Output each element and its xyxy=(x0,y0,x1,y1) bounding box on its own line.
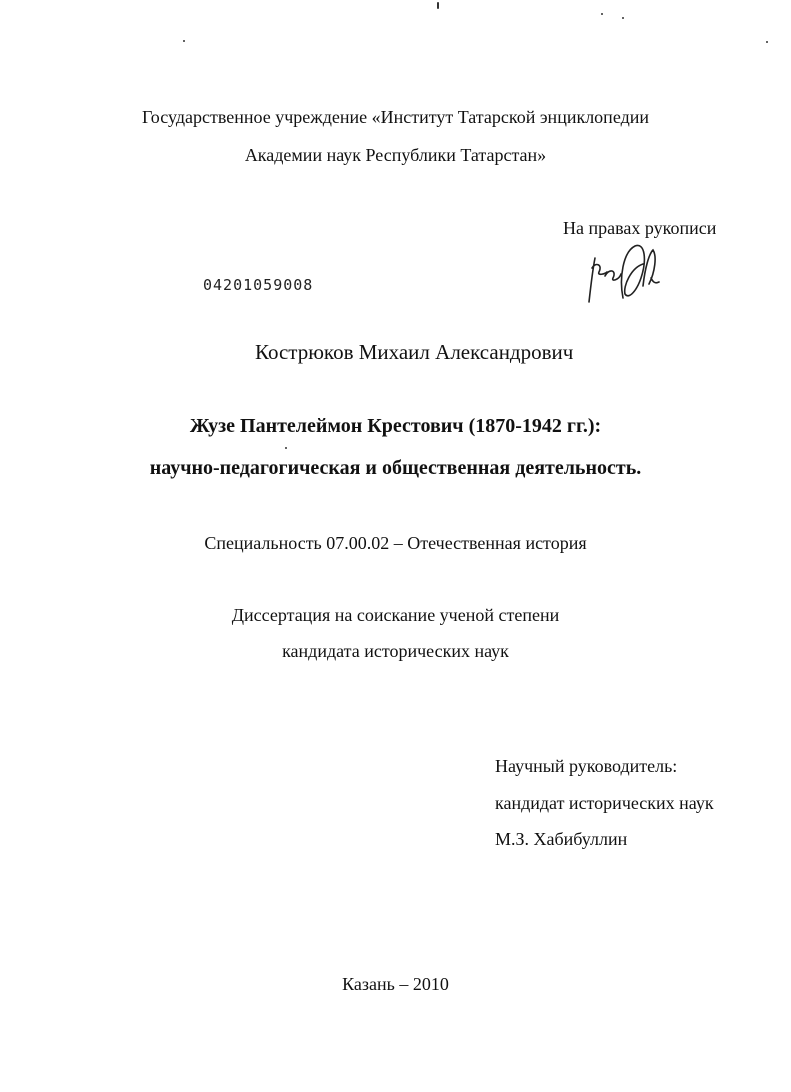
scan-speck xyxy=(601,13,603,15)
manuscript-note: На правах рукописи xyxy=(563,218,717,238)
scan-speck xyxy=(183,40,185,42)
author-name: Кострюков Михаил Александрович xyxy=(255,340,574,364)
degree-line-1: Диссертация на соискание ученой степени xyxy=(231,605,560,625)
specialty: Специальность 07.00.02 – Отечественная история xyxy=(204,533,587,553)
scan-speck xyxy=(285,447,287,449)
supervisor-name: М.З. Хабибуллин xyxy=(495,829,628,849)
dissertation-title-line-2: научно-педагогическая и общественная деятельность. xyxy=(149,457,642,479)
handwritten-signature xyxy=(583,238,661,304)
document-code: 04201059008 xyxy=(203,276,314,294)
degree-line-2: кандидата исторических наук xyxy=(282,641,509,661)
city-year: Казань – 2010 xyxy=(342,974,449,994)
dissertation-title-line-1: Жузе Пантелеймон Крестович (1870-1942 гг.): xyxy=(189,415,602,437)
institution-name: Государственное учреждение «Институт Татарской энциклопедии xyxy=(141,107,649,127)
scan-speck xyxy=(622,17,624,19)
scan-speck xyxy=(437,2,439,9)
supervisor-rank: кандидат исторических наук xyxy=(495,793,714,813)
scan-speck xyxy=(766,41,768,43)
supervisor-label: Научный руководитель: xyxy=(495,756,678,776)
academy-name: Академии наук Республики Татарстан» xyxy=(244,145,547,165)
